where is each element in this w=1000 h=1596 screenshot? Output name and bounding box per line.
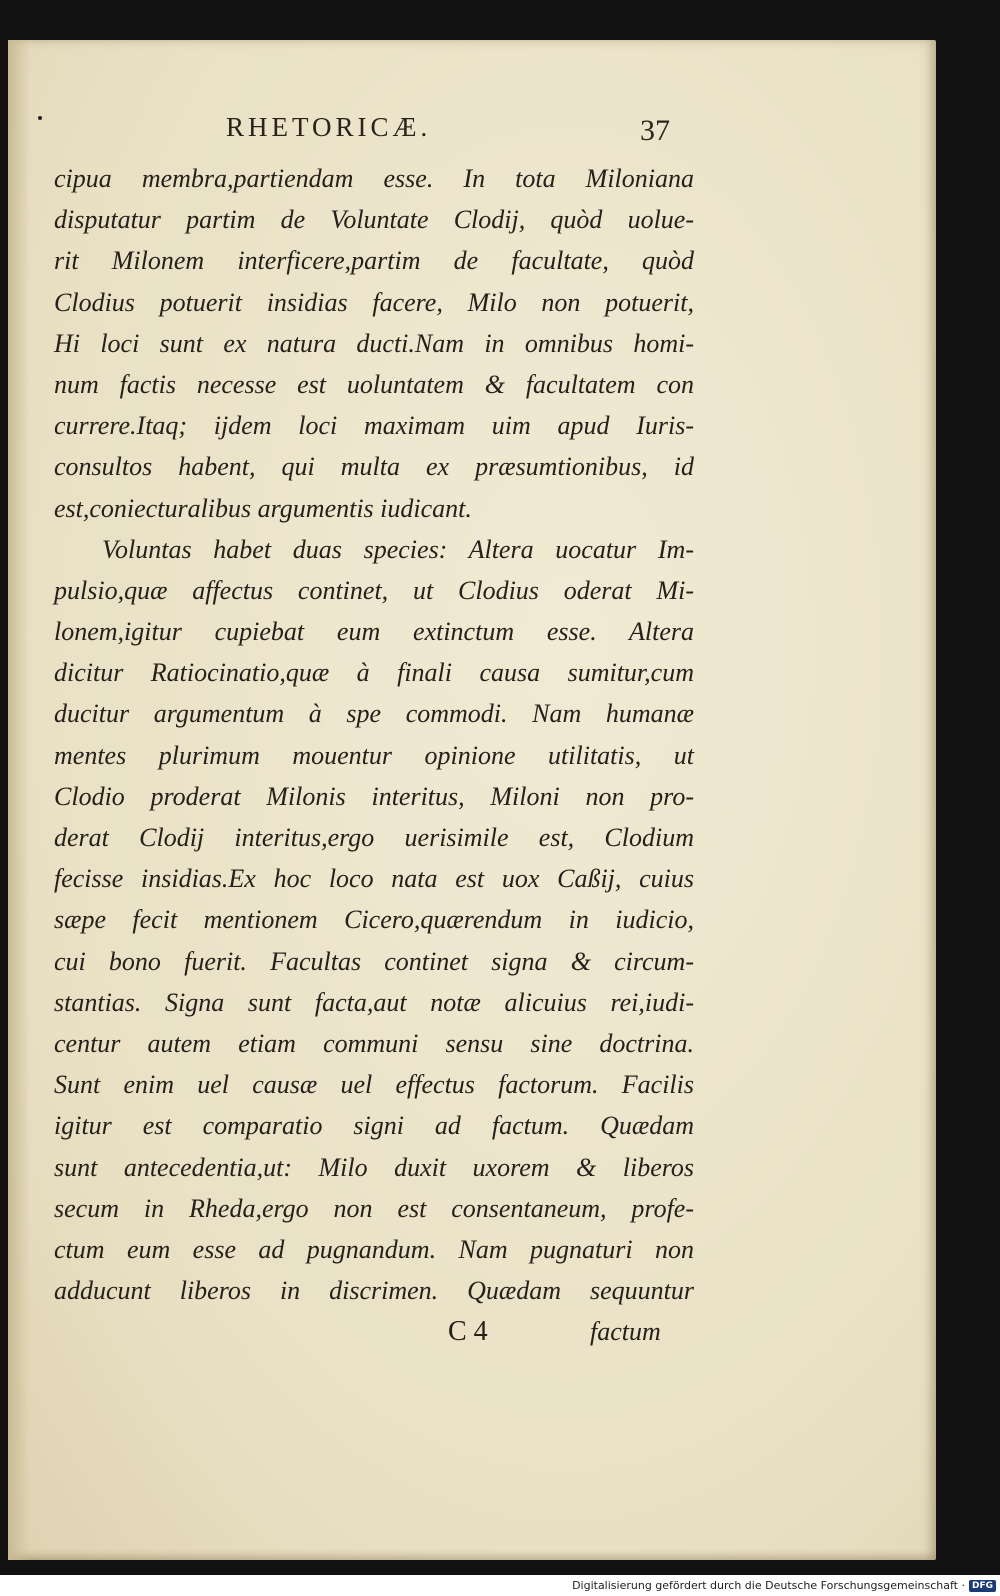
text-line: Sunt enim uel causæ uel effectus factorum. Facilis bbox=[54, 1070, 694, 1100]
text-line: num factis necesse est uoluntatem & facultatem con bbox=[54, 369, 694, 399]
body-text bbox=[54, 158, 694, 1352]
text-line: secum in Rheda,ergo non est consentaneum, profe- bbox=[54, 1193, 694, 1223]
text-line: sæpe fecit mentionem Cicero,quærendum in iudicio, bbox=[54, 905, 694, 935]
running-head: RHETORICÆ. bbox=[226, 112, 432, 142]
text-line: derat Clodij interitus,ergo uerisimile est, Clodium bbox=[54, 823, 694, 852]
text-line: igitur est comparatio signi ad factum. Quædam bbox=[54, 1111, 694, 1141]
text-line: cui bono fuerit. Facultas continet signa & circum- bbox=[54, 946, 694, 976]
text-line: rit Milonem interficere,partim de facultate, quòd bbox=[54, 246, 694, 276]
text-line: disputatur partim de Voluntate Clodij, quòd uolue- bbox=[54, 205, 694, 235]
text-line: Clodio proderat Milonis interitus, Miloni non pro- bbox=[54, 781, 694, 811]
text-line: pulsio,quæ affectus continet, ut Clodius oderat Mi- bbox=[54, 575, 694, 605]
text-line: ducitur argumentum à spe commodi. Nam humanæ bbox=[54, 699, 694, 729]
signature-mark: C 4 bbox=[448, 1316, 488, 1348]
text-line: consultos habent, qui multa ex præsumtionibus, id bbox=[54, 452, 694, 482]
book-page bbox=[8, 40, 936, 1560]
text-line: adducunt liberos in discrimen. Quædam sequuntur bbox=[54, 1276, 694, 1306]
text-line: Hi loci sunt ex natura ducti.Nam in omnibus homi- bbox=[54, 328, 694, 358]
page-gutter bbox=[8, 40, 30, 1560]
text-line: ctum eum esse ad pugnandum. Nam pugnaturi non bbox=[54, 1234, 694, 1264]
text-line: currere.Itaq; ijdem loci maximam uim apud Iuris- bbox=[54, 411, 694, 441]
text-line: lonem,igitur cupiebat eum extinctum esse. Altera bbox=[54, 617, 694, 647]
text-line: sunt antecedentia,ut: Milo duxit uxorem & liberos bbox=[54, 1152, 694, 1182]
page-number: 37 bbox=[640, 114, 670, 147]
text-line: est,coniecturalibus argumentis iudicant. bbox=[54, 493, 472, 523]
dfg-logo: DFG bbox=[969, 1580, 996, 1592]
catchword: factum bbox=[590, 1317, 661, 1347]
text-line: cipua membra,partiendam esse. In tota Miloniana bbox=[54, 164, 694, 193]
digitization-credit bbox=[572, 1579, 996, 1592]
text-line: centur autem etiam communi sensu sine doctrina. bbox=[54, 1028, 694, 1058]
text-line: stantias. Signa sunt facta,aut notæ alicuius rei,iudi- bbox=[54, 987, 694, 1017]
text-line: Voluntas habet duas species: Altera uocatur Im- bbox=[102, 534, 694, 564]
text-line: dicitur Ratiocinatio,quæ à finali causa sumitur,cum bbox=[54, 658, 694, 688]
ink-speck bbox=[38, 116, 42, 120]
text-line: Clodius potuerit insidias facere, Milo non potuerit, bbox=[54, 287, 694, 317]
foot-line bbox=[54, 1311, 694, 1352]
credit-text: Digitalisierung gefördert durch die Deutsche Forschungsgemeinschaft · bbox=[572, 1579, 965, 1592]
text-line: fecisse insidias.Ex hoc loco nata est uox Caßij, cuius bbox=[54, 864, 694, 894]
text-line: mentes plurimum mouentur opinione utilitatis, ut bbox=[54, 740, 694, 770]
